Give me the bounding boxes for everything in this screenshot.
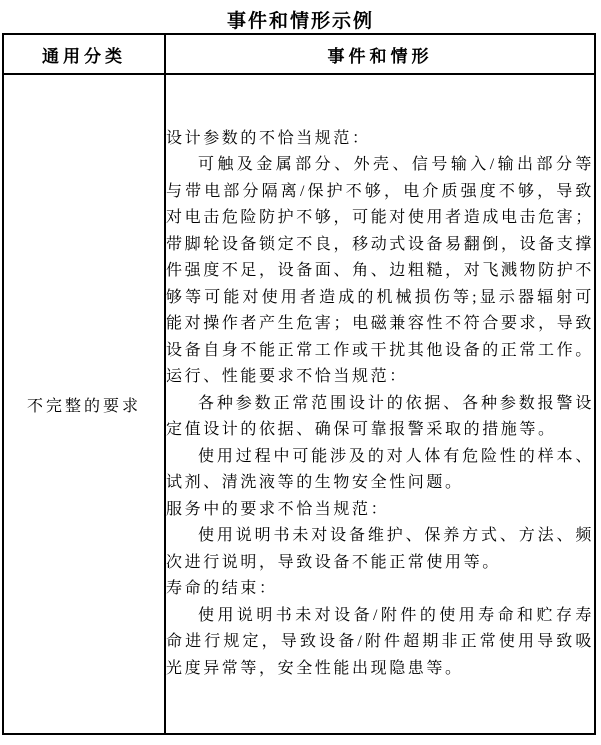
category-cell: 不完整的要求 <box>3 74 165 734</box>
events-paragraphs <box>166 126 594 683</box>
header-events-and-situations: 事件和情形 <box>165 34 595 74</box>
paragraph: 寿命的结束： <box>166 580 278 598</box>
paragraph: 运行、性能要求不恰当规范： <box>166 368 408 386</box>
paragraph: 设计参数的不恰当规范： <box>166 129 371 147</box>
header-general-category: 通用分类 <box>3 34 165 74</box>
table-row <box>3 74 595 734</box>
page-title: 事件和情形示例 <box>226 11 374 32</box>
table-header-row <box>3 34 595 74</box>
paragraph: 服务中的要求不恰当规范： <box>166 500 390 518</box>
paragraph: 使用说明书未对设备维护、保养方式、方法、频次进行说明，导致设备不能正常使用等。 <box>166 527 594 571</box>
paragraph: 使用过程中可能涉及的对人体有危险性的样本、试剂、清洗液等的生物安全性问题。 <box>166 447 594 492</box>
events-cell <box>165 74 595 734</box>
paragraph: 使用说明书未对设备/附件的使用寿命和贮存寿命进行规定，导致设备/附件超期非正常使用导致吸光度异常等，安全性能出现隐患等。 <box>166 606 594 677</box>
paragraph: 可触及金属部分、外壳、信号输入/输出部分等与带电部分隔离/保护不够，电介质强度不够，导致对电击危险防护不够，可能对使用者造成电击危害；带脚轮设备锁定不良，移动式设备易翻倒，设备支撑件强度不足，设备面、角、边粗糙，对飞溅物防护不够等可能对使用者造成的机械损伤等;显示器辐射可能对操作者产生危害；电磁兼容性不符合要求，导致设备自身不能正常工作或干扰其他设备的正常工作。 <box>166 156 594 359</box>
paragraph: 各种参数正常范围设计的依据、各种参数报警设定值设计的依据、确保可靠报警采取的措施等。 <box>166 394 594 439</box>
events-table <box>2 33 596 735</box>
